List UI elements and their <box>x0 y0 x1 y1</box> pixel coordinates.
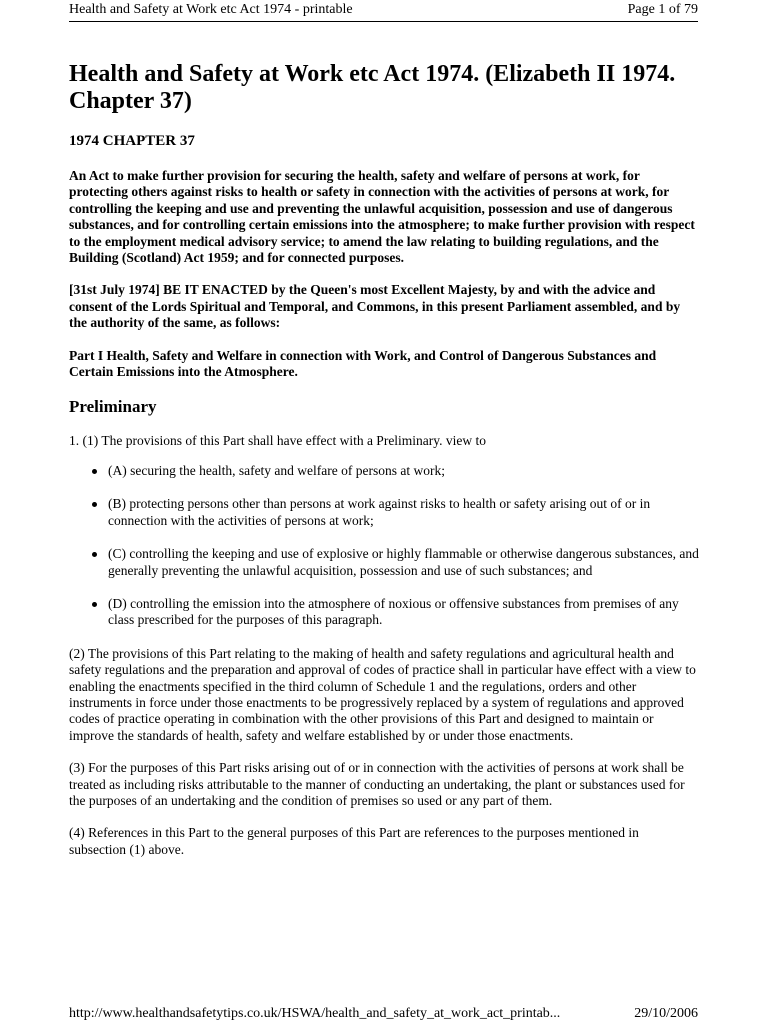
section-heading: Preliminary <box>69 397 157 417</box>
part-heading: Part I Health, Safety and Welfare in connection with Work, and Control of Dangerous Substances and Certain Emissions into the Atmosphere. <box>69 347 657 380</box>
act-long-title: An Act to make further provision for securing the health, safety and welfare of persons at work, for protecting others against risks to health or safety in connection with the activities of persons at work, for controlling the keeping and use and preventing the unlawful acquisition, possession and use of dangerous substances, and for controlling certain emissions into the atmosphere; to make further provision with respect to the employment medical advisory service; to amend the law relating to building regulations, and the Building (Scotland) Act 1959; and for connected purposes. <box>69 168 695 266</box>
purposes-list <box>69 463 699 629</box>
list-item: (A) securing the health, safety and welfare of persons at work; <box>108 463 699 479</box>
list-item: (C) controlling the keeping and use of explosive or highly flammable or otherwise dangerous substances, and generally preventing the unlawful acquisition, possession and use of such substances; and <box>108 546 699 578</box>
page-footer <box>69 1004 698 1024</box>
footer-date: 29/10/2006 <box>634 1006 698 1021</box>
list-item: (D) controlling the emission into the atmosphere of noxious or offensive substances from premises of any class prescribed for the purposes of this paragraph. <box>108 596 699 629</box>
list-item: (B) protecting persons other than persons at work against risks to health or safety arising out of or in connection with the activities of persons at work; <box>108 496 699 529</box>
header-document-title: Health and Safety at Work etc Act 1974 - printable <box>69 2 353 17</box>
enacting-formula: [31st July 1974] BE IT ENACTED by the Queen's most Excellent Majesty, by and with the advice and consent of the Lords Spiritual and Temporal, and Commons, in this present Parliament assembled, and by the authority of the same, as follows: <box>69 282 681 331</box>
header-divider <box>69 21 698 22</box>
paragraph-1-4: (4) References in this Part to the general purposes of this Part are references to the purposes mentioned in subsection (1) above. <box>69 825 639 857</box>
footer-url[interactable]: http://www.healthandsafetytips.co.uk/HSWA/health_and_safety_at_work_act_printab... <box>69 1006 561 1021</box>
paragraph-1-2: (2) The provisions of this Part relating to the making of health and safety regulations and agricultural health and safety regulations and the preparation and approval of codes of practice shall in particular have effect with a view to enabling the enactments specified in the third column of Schedule 1 and the regulations, orders and other instruments in force under those enactments to be progressively replaced by a system of regulations and approved codes of practice operating in combination with the other provisions of this Part and designed to maintain or improve the standards of health, safety and welfare established by or under those enactments. <box>69 645 696 743</box>
header-page-number: Page 1 of 79 <box>627 2 698 17</box>
paragraph-1-3: (3) For the purposes of this Part risks arising out of or in connection with the activities of persons at work shall be treated as including risks attributable to the manner of conducting an undertaking, the plant or substances used for the purposes of an undertaking and the condition of premises so used or any part of them. <box>69 760 685 808</box>
document-body <box>69 61 699 858</box>
chapter-label: 1974 CHAPTER 37 <box>69 133 195 149</box>
paragraph-1-1: 1. (1) The provisions of this Part shall have effect with a Preliminary. view to <box>69 433 487 449</box>
page-header <box>69 0 698 20</box>
document-title: Health and Safety at Work etc Act 1974. (Elizabeth II 1974. Chapter 37) <box>69 61 676 114</box>
